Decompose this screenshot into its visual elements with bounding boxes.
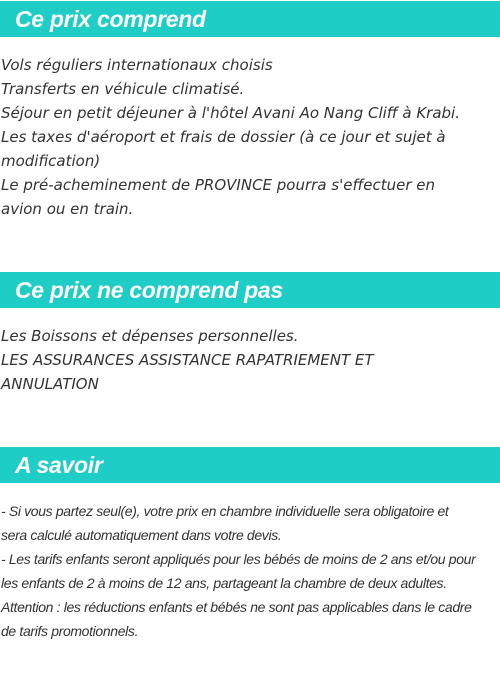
a-savoir-line-5: Attention : les réductions enfants et bébés ne sont pas applicables dans le cadre xyxy=(1,599,472,615)
not-included-line-2: LES ASSURANCES ASSISTANCE RAPATRIEMENT ET xyxy=(1,351,374,369)
not-included-line-3: ANNULATION xyxy=(1,375,99,393)
included-line-4: Les taxes d'aéroport et frais de dossier (à ce jour et sujet à xyxy=(1,128,446,146)
a-savoir-line-4: les enfants de 2 à moins de 12 ans, partageant la chambre de deux adultes. xyxy=(1,575,447,591)
a-savoir-line-3: - Les tarifs enfants seront appliqués pour les bébés de moins de 2 ans et/ou pour xyxy=(1,551,476,567)
a-savoir-line-2: sera calculé automatiquement dans votre devis. xyxy=(1,527,282,543)
included-line-2: Transferts en véhicule climatisé. xyxy=(1,80,245,98)
included-line-3: Séjour en petit déjeuner à l'hôtel Avani Ao Nang Cliff à Krabi. xyxy=(1,104,460,122)
included-line-6: Le pré-acheminement de PROVINCE pourra s'effectuer en xyxy=(1,176,436,194)
not-included-line-1: Les Boissons et dépenses personnelles. xyxy=(1,327,299,345)
a-savoir-line-6: de tarifs promotionnels. xyxy=(1,623,139,639)
not-included-list xyxy=(1,324,497,396)
section-header-not-included: Ce prix ne comprend pas xyxy=(0,272,500,308)
included-line-5: modification) xyxy=(1,152,101,170)
section-header-a-savoir: A savoir xyxy=(0,447,500,483)
section-header-included: Ce prix comprend xyxy=(0,1,500,37)
a-savoir-list xyxy=(1,499,499,643)
a-savoir-line-1: - Si vous partez seul(e), votre prix en chambre individuelle sera obligatoire et xyxy=(1,503,449,519)
included-line-7: avion ou en train. xyxy=(1,200,134,218)
included-line-1: Vols réguliers internationaux choisis xyxy=(1,56,273,74)
included-list xyxy=(1,53,497,221)
